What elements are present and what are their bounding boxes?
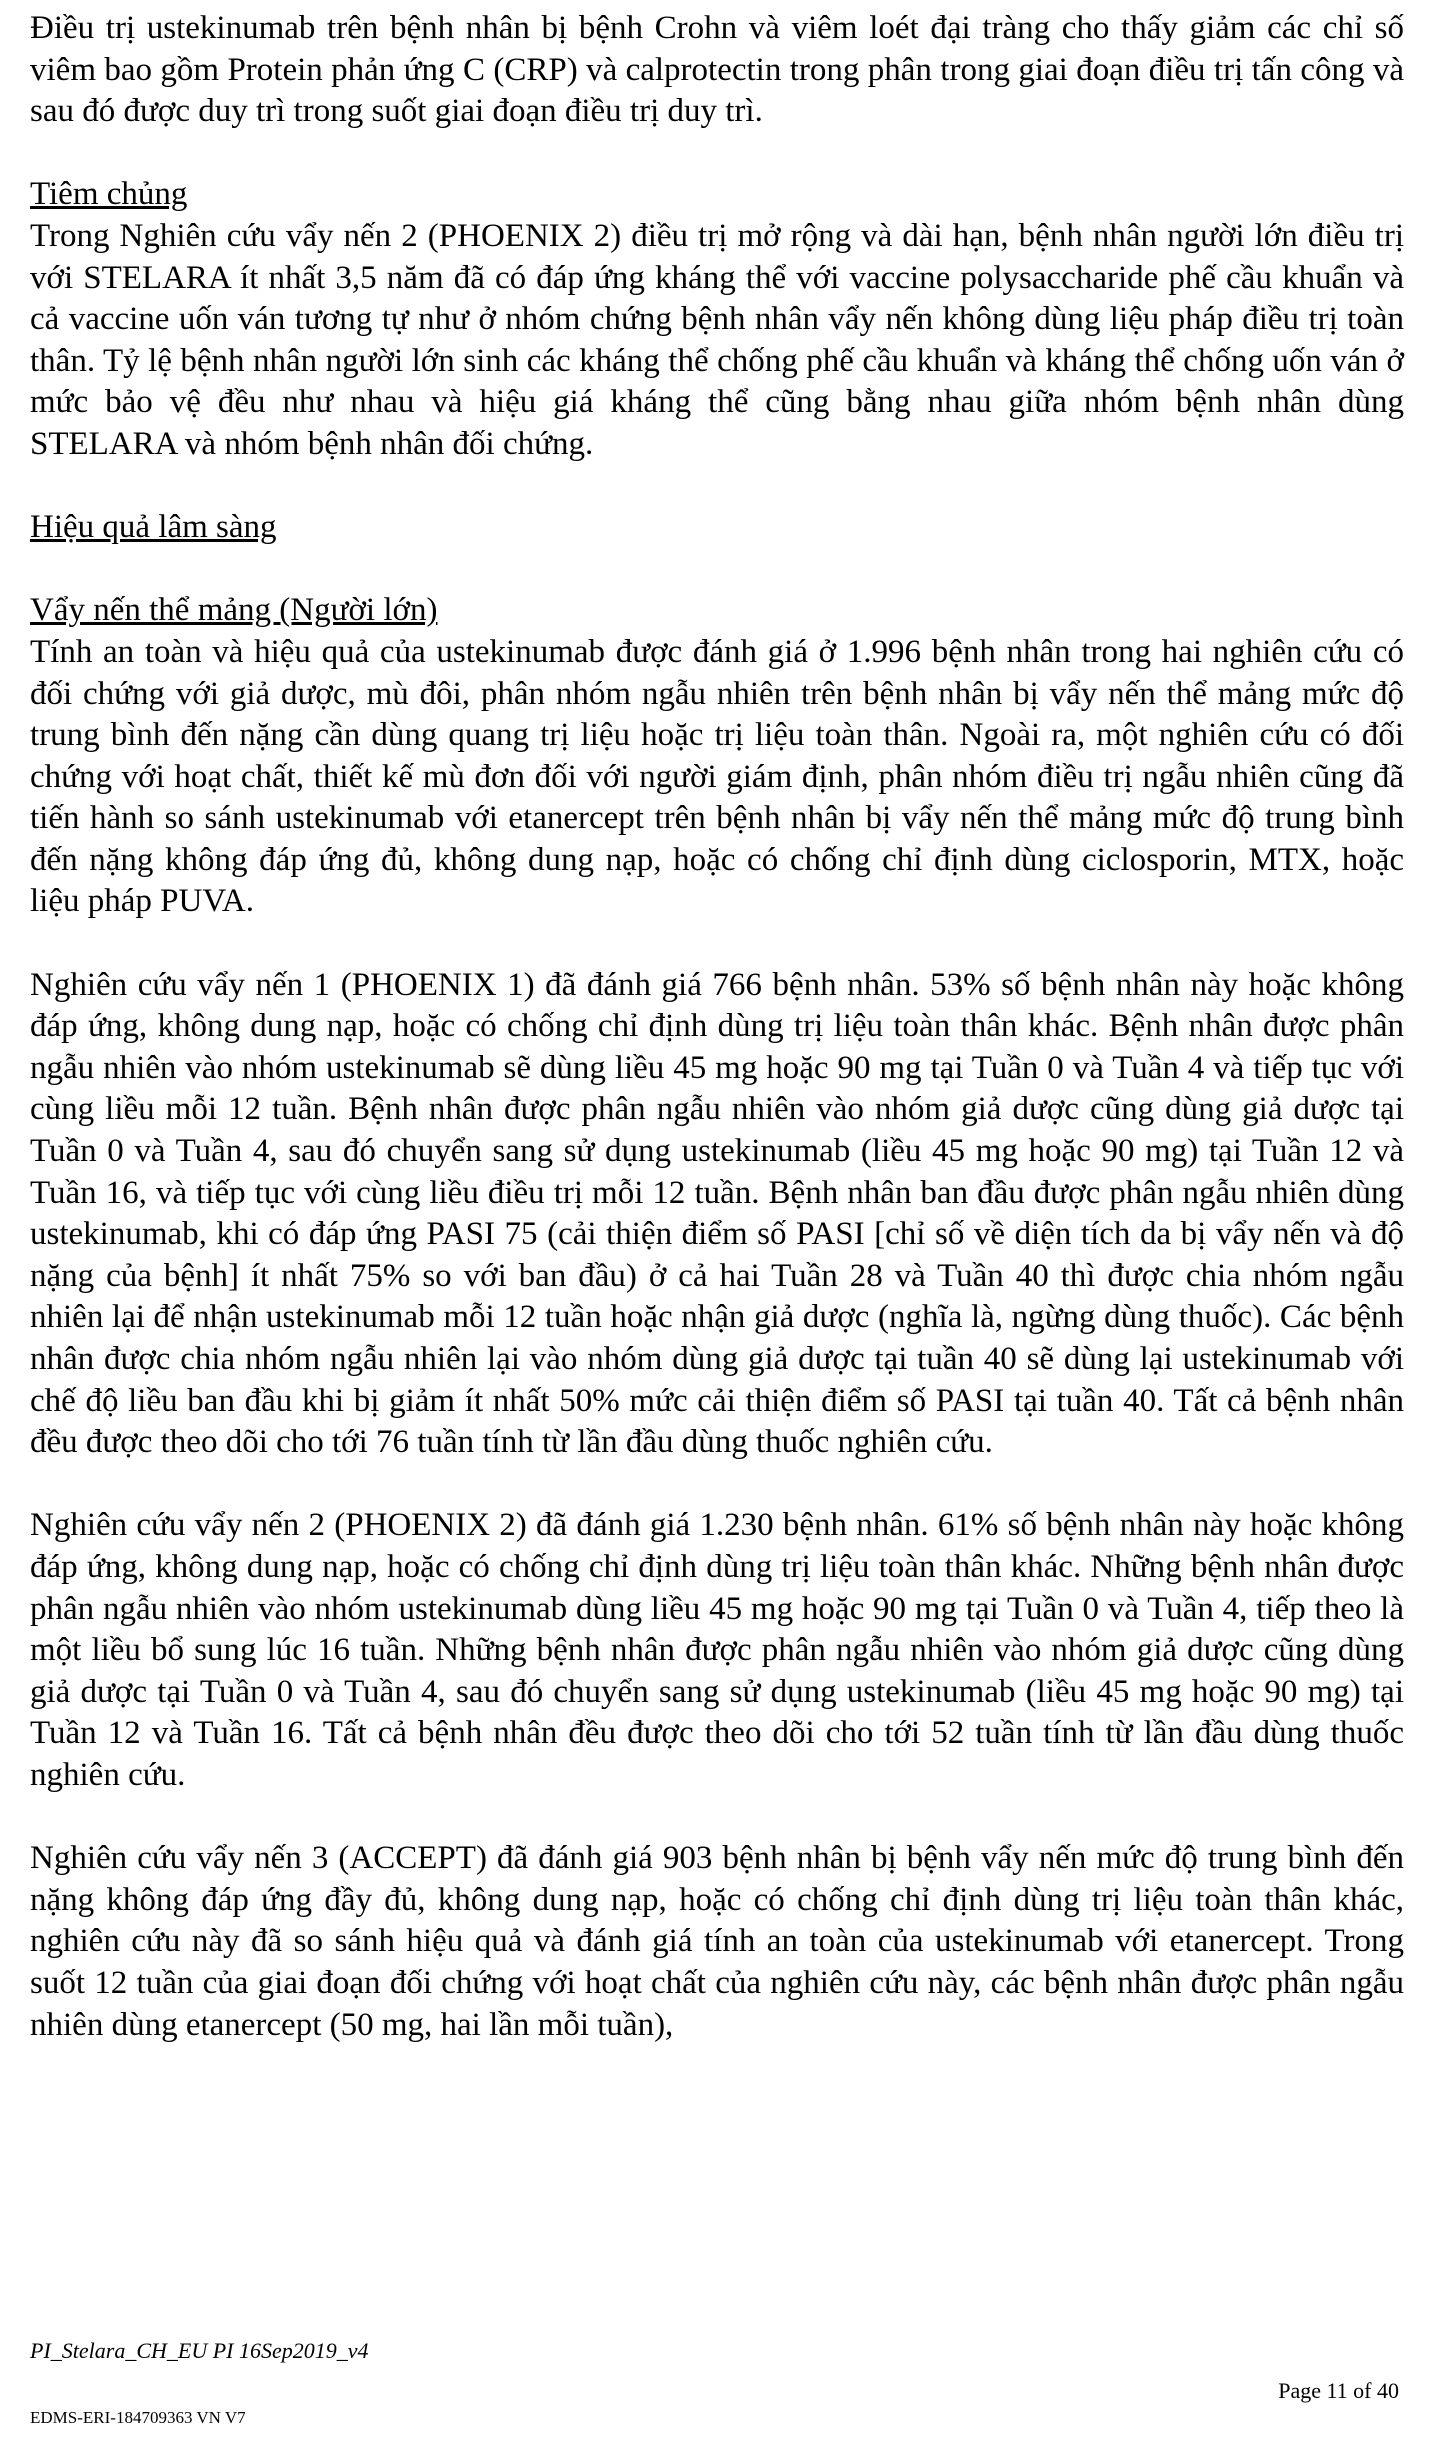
- spacer: [30, 133, 1404, 175]
- heading-clinical-efficacy: Hiệu quả lâm sàng: [30, 509, 277, 546]
- spacer: [30, 549, 1404, 591]
- spacer: [30, 1797, 1404, 1839]
- spacer: [30, 466, 1404, 508]
- paragraph-plaque-psoriasis: Tính an toàn và hiệu quả của ustekinumab được đánh giá ở 1.996 bệnh nhân trong hai nghiên cứu có đối chứng với giả dược, mù đôi, phân nhóm ngẫu nhiên trên bệnh nhân bị vẩy nến thể mảng mức độ trung bình đến nặng cần dùng quang trị liệu hoặc trị liệu toàn thân. Ngoài ra, một nghiên cứu có đối chứng với hoạt chất, thiết kế mù đơn đối với người giám định, phân nhóm điều trị ngẫu nhiên cũng đã tiến hành so sánh ustekinumab với etanercept trên bệnh nhân bị vẩy nến thể mảng mức độ trung bình đến nặng không đáp ứng đủ, không dung nạp, hoặc có chống chỉ định dùng ciclosporin, MTX, hoặc liệu pháp PUVA.: [30, 633, 1404, 920]
- paragraph-crp: Điều trị ustekinumab trên bệnh nhân bị bệnh Crohn và viêm loét đại tràng cho thấy giảm các chỉ số viêm bao gồm Protein phản ứng C (CRP) và calprotectin trong phân trong giai đoạn điều trị tấn công và sau đó được duy trì trong suốt giai đoạn điều trị duy trì.: [30, 10, 1404, 130]
- heading-vaccination: Tiêm chủng: [30, 176, 188, 213]
- paragraph-phoenix-1: Nghiên cứu vẩy nến 1 (PHOENIX 1) đã đánh giá 766 bệnh nhân. 53% số bệnh nhân này hoặc không đáp ứng, không dung nạp, hoặc có chống chỉ định dùng trị liệu toàn thân khác. Bệnh nhân được phân ngẫu nhiên vào nhóm ustekinumab sẽ dùng liều 45 mg hoặc 90 mg tại Tuần 0 và Tuần 4 và tiếp tục với cùng liều mỗi 12 tuần. Bệnh nhân được phân ngẫu nhiên vào nhóm giả dược cũng dùng giả dược tại Tuần 0 và Tuần 4, sau đó chuyển sang sử dụng ustekinumab (liều 45 mg hoặc 90 mg) tại Tuần 12 và Tuần 16, và tiếp tục với cùng liều điều trị mỗi 12 tuần. Bệnh nhân ban đầu được phân ngẫu nhiên dùng ustekinumab, khi có đáp ứng PASI 75 (cải thiện điểm số PASI [chỉ số về diện tích da bị vẩy nến và độ nặng của bệnh] ít nhất 75% so với ban đầu) ở cả hai Tuần 28 và Tuần 40 thì được chia nhóm ngẫu nhiên lại để nhận ustekinumab mỗi 12 tuần hoặc nhận giả dược (nghĩa là, ngừng dùng thuốc). Các bệnh nhân được chia nhóm ngẫu nhiên lại vào nhóm dùng giả dược tại tuần 40 sẽ dùng lại ustekinumab với chế độ liều ban đầu khi bị giảm ít nhất 50% mức cải thiện điểm số PASI tại tuần 40. Tất cả bệnh nhân đều được theo dõi cho tới 76 tuần tính từ lần đầu dùng thuốc nghiên cứu.: [30, 966, 1404, 1461]
- footer-document-id: PI_Stelara_CH_EU PI 16Sep2019_v4: [30, 2338, 369, 2363]
- paragraph-vaccination: Trong Nghiên cứu vẩy nến 2 (PHOENIX 2) điều trị mở rộng và dài hạn, bệnh nhân người lớn điều trị với STELARA ít nhất 3,5 năm đã có đáp ứng kháng thể với vaccine polysaccharide phế cầu khuẩn và cả vaccine uốn ván tương tự như ở nhóm chứng bệnh nhân vẩy nến không dùng liệu pháp điều trị toàn thân. Tỷ lệ bệnh nhân người lớn sinh các kháng thể chống phế cầu khuẩn và kháng thể chống uốn ván ở mức bảo vệ đều như nhau và hiệu giá kháng thể cũng bằng nhau giữa nhóm bệnh nhân dùng STELARA và nhóm bệnh nhân đối chứng.: [30, 217, 1404, 462]
- paragraph-accept: Nghiên cứu vẩy nến 3 (ACCEPT) đã đánh giá 903 bệnh nhân bị bệnh vẩy nến mức độ trung bình đến nặng không đáp ứng đầy đủ, không dung nạp, hoặc có chống chỉ định dùng trị liệu toàn thân khác, nghiên cứu này đã so sánh hiệu quả và đánh giá tính an toàn của ustekinumab với etanercept. Trong suốt 12 tuần của giai đoạn đối chứng với hoạt chất của nghiên cứu này, các bệnh nhân được phân ngẫu nhiên dùng etanercept (50 mg, hai lần mỗi tuần),: [30, 1840, 1404, 2043]
- spacer: [30, 1464, 1404, 1506]
- paragraph-phoenix-2: Nghiên cứu vẩy nến 2 (PHOENIX 2) đã đánh giá 1.230 bệnh nhân. 61% số bệnh nhân này hoặc không đáp ứng, không dung nạp, hoặc có chống chỉ định dùng trị liệu toàn thân khác. Những bệnh nhân được phân ngẫu nhiên vào nhóm ustekinumab dùng liều 45 mg hoặc 90 mg tại Tuần 0 và Tuần 4, tiếp theo là một liều bổ sung lúc 16 tuần. Những bệnh nhân được phân ngẫu nhiên vào nhóm giả dược cũng dùng giả dược tại Tuần 0 và Tuần 4, sau đó chuyển sang sử dụng ustekinumab (liều 45 mg hoặc 90 mg) tại Tuần 12 và Tuần 16. Tất cả bệnh nhân đều được theo dõi cho tới 52 tuần tính từ lần đầu dùng thuốc nghiên cứu.: [30, 1507, 1404, 1793]
- heading-plaque-psoriasis: Vẩy nến thể mảng (Người lớn): [30, 592, 438, 629]
- document-body: [30, 8, 1404, 2046]
- footer-edms-reference: EDMS-ERI-184709363 VN V7: [30, 2408, 246, 2427]
- footer-page-number: Page 11 of 40: [1278, 2378, 1399, 2403]
- spacer: [30, 923, 1404, 965]
